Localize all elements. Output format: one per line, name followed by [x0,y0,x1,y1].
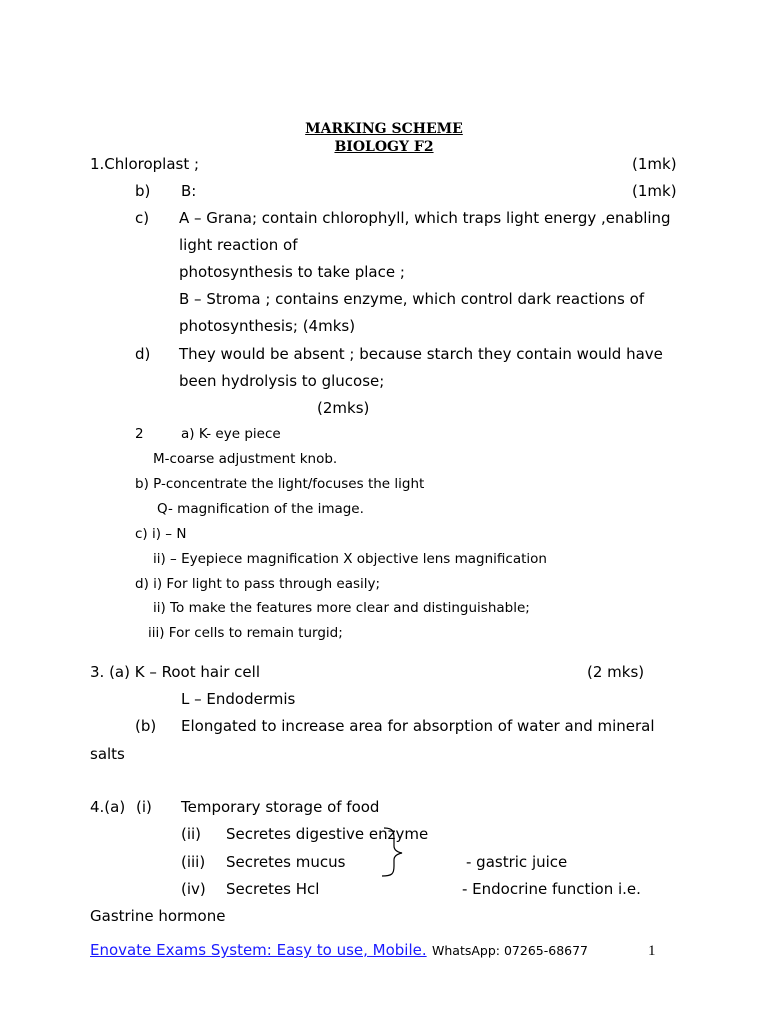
q1-d-line1: They would be absent ; because starch they contain would have [179,345,663,363]
q4-gastric-juice: - gastric juice [466,853,568,871]
q4-iii-label: (iii) [181,853,206,871]
q3-l: L – Endodermis [181,690,296,708]
q4-endocrine: - Endocrine function i.e. [462,880,641,898]
q4-iii-text: Secretes mucus [226,853,346,871]
q4-i-label: (i) [136,798,152,816]
q3-a-marks: (2 mks) [587,663,645,681]
q2-d2: ii) To make the features more clear and distinguishable; [153,600,530,616]
q1-d-marks: (2mks) [317,399,370,417]
q4-ii-label: (ii) [181,825,202,843]
q4-i-text: Temporary storage of food [181,798,380,816]
curly-brace-icon [378,826,408,878]
q2-b: b) P-concentrate the light/focuses the light [135,476,425,492]
q4-ii-text: Secretes digestive enzyme [226,825,429,843]
q3-a: 3. (a) K – Root hair cell [90,663,260,681]
q1-c-line3: photosynthesis to take place ; [179,263,405,281]
page-subtitle: BIOLOGY F2 [334,139,434,155]
q1-c-line4: B – Stroma ; contains enzyme, which control dark reactions of [179,290,645,308]
q3-b-label: (b) [135,717,157,735]
q1-c-line5: photosynthesis; (4mks) [179,317,356,335]
q1-c-line2: light reaction of [179,236,298,254]
q2-m: M-coarse adjustment knob. [153,451,338,467]
q2-q: Q- magnification of the image. [157,501,364,517]
page-title: MARKING SCHEME [305,121,463,137]
q1-c-label: c) [135,209,150,227]
q1-answer-a: 1.Chloroplast ; [90,155,200,173]
whatsapp-contact: WhatsApp: 07265-68677 [432,943,588,958]
q4-iv-text: Secretes Hcl [226,880,320,898]
page-number: 1 [648,943,656,959]
q4-number: 4.(a) [90,798,126,816]
q4-iv-label: (iv) [181,880,206,898]
q4-hormone: Gastrine hormone [90,907,226,925]
q2-d1: d) i) For light to pass through easily; [135,576,381,592]
q1-a-marks: (1mk) [632,155,677,173]
q3-b-line1: Elongated to increase area for absorption of water and mineral [181,717,655,735]
q1-b-marks: (1mk) [632,182,677,200]
q1-d-label: d) [135,345,151,363]
q3-b-line2: salts [90,745,125,763]
q1-b-text: B: [181,182,197,200]
enovate-exams-link[interactable]: Enovate Exams System: Easy to use, Mobile. [90,941,427,959]
q2-d3: iii) For cells to remain turgid; [148,625,343,641]
q1-b-label: b) [135,182,151,200]
q2-c2: ii) – Eyepiece magnification X objective lens magnification [153,551,547,567]
q2-a: a) K- eye piece [181,426,281,442]
q2-number: 2 [135,426,144,442]
q1-c-line1: A – Grana; contain chlorophyll, which traps light energy ,enabling [179,209,671,227]
q2-c1: c) i) – N [135,526,187,542]
q1-d-line2: been hydrolysis to glucose; [179,372,385,390]
